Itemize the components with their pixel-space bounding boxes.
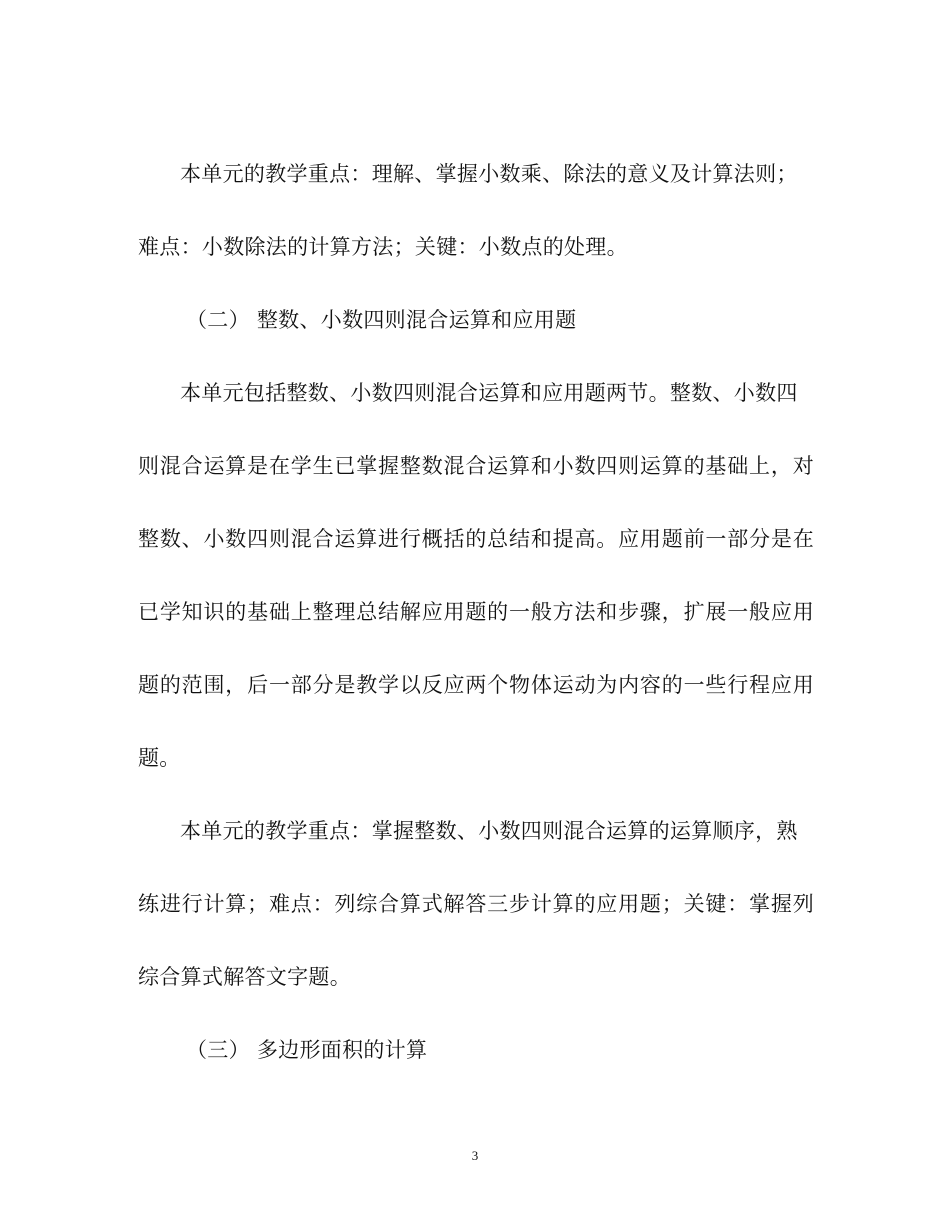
paragraph-line: 本单元的教学重点：掌握整数、小数四则混合运算的运算顺序，熟 (180, 819, 798, 843)
paragraph-line: 则混合运算是在学生已掌握整数混合运算和小数四则运算的基础上，对 (138, 454, 814, 478)
paragraph-line: 综合算式解答文字题。 (138, 965, 351, 989)
paragraph-line: 本单元包括整数、小数四则混合运算和应用题两节。整数、小数四 (180, 381, 798, 405)
paragraph-line: 本单元的教学重点：理解、掌握小数乘、除法的意义及计算法则； (180, 162, 798, 186)
page-number: 3 (471, 1148, 479, 1163)
paragraph-line: 难点：小数除法的计算方法；关键：小数点的处理。 (138, 235, 628, 259)
paragraph-line: 练进行计算；难点：列综合算式解答三步计算的应用题；关键：掌握列 (138, 892, 814, 916)
paragraph-line: 已学知识的基础上整理总结解应用题的一般方法和步骤，扩展一般应用 (138, 600, 814, 624)
paragraph-line: 题。 (138, 746, 181, 770)
section-heading: （三） 多边形面积的计算 (186, 1038, 428, 1062)
paragraph-line: 整数、小数四则混合运算进行概括的总结和提高。应用题前一部分是在 (138, 527, 814, 551)
document-body (138, 138, 814, 1087)
section-heading: （二） 整数、小数四则混合运算和应用题 (186, 308, 577, 332)
paragraph-line: 题的范围，后一部分是教学以反应两个物体运动为内容的一些行程应用 (138, 673, 814, 697)
